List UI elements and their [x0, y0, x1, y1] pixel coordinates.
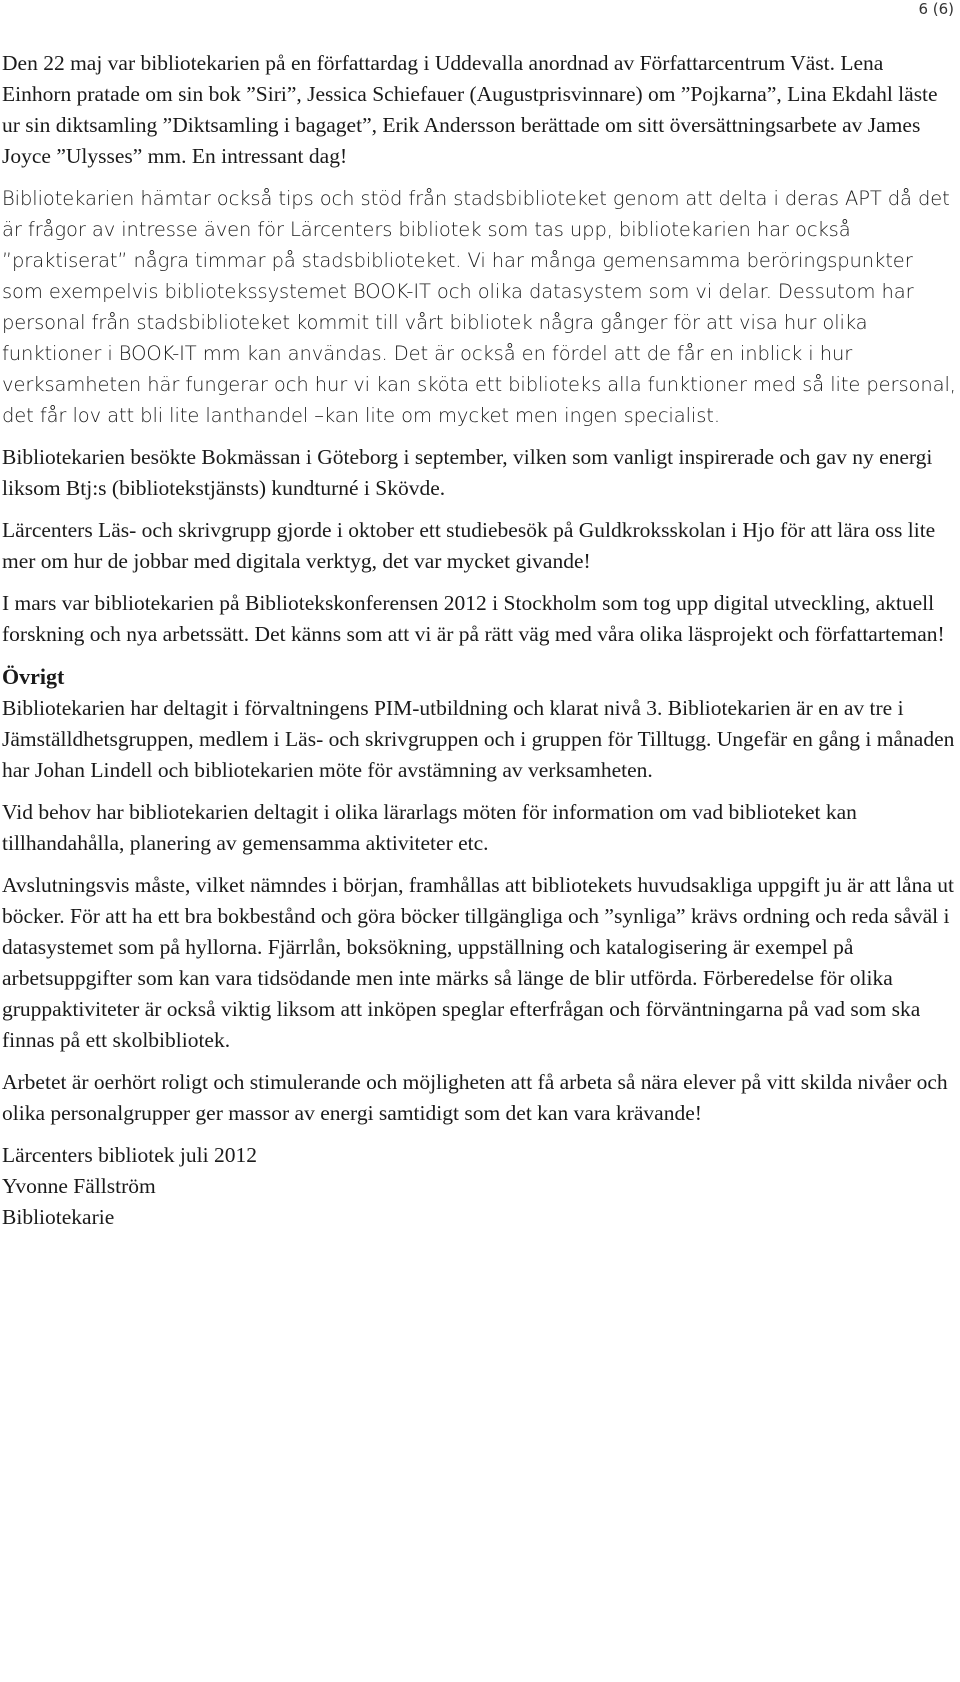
paragraph-study-visit: Lärcenters Läs- och skrivgrupp gjorde i oktober ett studiebesök på Guldkroksskolan i Hjo för att lära oss lite mer om hur de jobbar med digitala verktyg, det var mycket givande!	[2, 518, 936, 573]
signature-name: Yvonne Fällström	[2, 1174, 156, 1198]
paragraph-closing: Arbetet är oerhört roligt och stimulerande och möjligheten att få arbeta så nära elever på vitt skilda nivåer och olika personalgrupper ger massor av energi samtidigt som det kan vara krävande!	[2, 1070, 948, 1125]
signature-place-date: Lärcenters bibliotek juli 2012	[2, 1143, 257, 1167]
paragraph-main-task: Avslutningsvis måste, vilket nämndes i början, framhållas att bibliotekets huvudsakliga uppgift ju är att låna ut böcker. För att ha ett bra bokbestånd och göra böcker tillgängliga och ”synliga” krävs ordning och reda såväl i datasystemet som på hyllorna. Fjärrlån, boksökning, uppställning och katalogisering är exempel på arbetsuppgifter som kan vara tidsödande men inte märks så länge de blir utförda. Förberedelse för olika gruppaktiviteter är också viktig liksom att inköpen speglar efterfrågan och förväntningarna på vad som ska finnas på ett skolbibliotek.	[2, 873, 954, 1052]
signature-title: Bibliotekarie	[2, 1205, 115, 1229]
paragraph-training: Bibliotekarien har deltagit i förvaltningens PIM-utbildning och klarat nivå 3. Bibliotekarien är en av tre i Jämställdhetsgruppen, medlem i Läs- och skrivgruppen och i gruppen för Tilltugg. Ungefär en gång i månaden har Johan Lindell och bibliotekarien möte för avstämning av verksamheten.	[2, 696, 955, 782]
document-body	[2, 48, 957, 1233]
paragraph-teacher-meetings: Vid behov har bibliotekarien deltagit i olika lärarlags möten för information om vad biblioteket kan tillhandahålla, planering av gemensamma aktiviteter etc.	[2, 800, 857, 855]
page-number: 6 (6)	[918, 0, 954, 18]
paragraph-city-library: Bibliotekarien hämtar också tips och stöd från stadsbiblioteket genom att delta i deras APT då det är frågor av intresse även för Lärcenters bibliotek som tas upp, bibliotekarien har också ”praktiserat” några timmar på stadsbiblioteket. Vi har många gemensamma beröringspunkter som exempelvis bibliotekssystemet BOOK-IT och olika datasystem som vi delar. Dessutom har personal från stadsbiblioteket kommit till vårt bibliotek några gånger för att visa hur olika funktioner i BOOK-IT mm kan användas. Det är också en fördel att de får en inblick i hur verksamheten här fungerar och hur vi kan sköta ett biblioteks alla funktioner med så lite personal, det får lov att bli lite lanthandel –kan lite om mycket men ingen specialist.	[2, 187, 956, 427]
paragraph-authors-day: Den 22 maj var bibliotekarien på en författardag i Uddevalla anordnad av Författarcentrum Väst. Lena Einhorn pratade om sin bok ”Siri”, Jessica Schiefauer (Augustprisvinnare) om ”Pojkarna”, Lina Ekdahl läste ur sin diktsamling ”Diktsamling i bagaget”, Erik Andersson berättade om sitt översättningsarbete av James Joyce ”Ulysses” mm. En intressant dag!	[2, 51, 938, 168]
signature-block	[2, 1140, 957, 1233]
paragraph-library-conference: I mars var bibliotekarien på Bibliotekskonferensen 2012 i Stockholm som tog upp digital utveckling, aktuell forskning och nya arbetssätt. Det känns som att vi är på rätt väg med våra olika läsprojekt och författarteman!	[2, 591, 945, 646]
paragraph-book-fair: Bibliotekarien besökte Bokmässan i Göteborg i september, vilken som vanligt inspirerade och gav ny energi liksom Btj:s (bibliotekstjänsts) kundturné i Skövde.	[2, 445, 933, 500]
section-heading-ovrigt: Övrigt	[2, 664, 65, 689]
